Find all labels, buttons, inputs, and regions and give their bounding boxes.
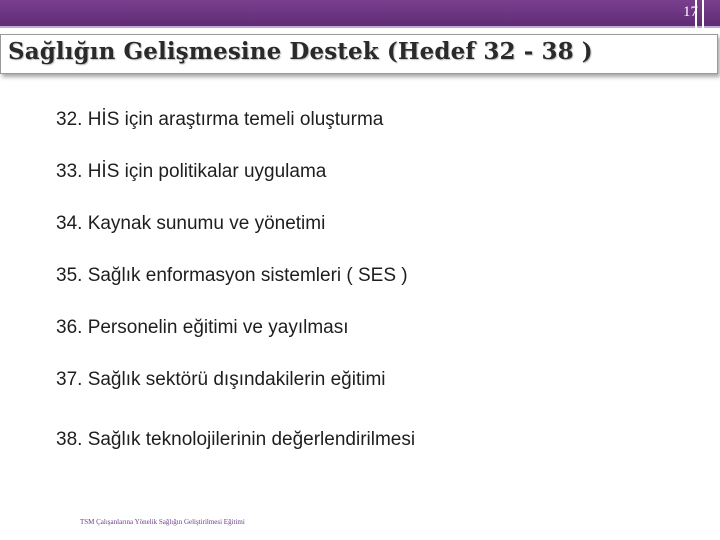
slide-title: Sağlığın Gelişmesine Destek (Hedef 32 - 38 ) <box>8 38 593 65</box>
list-item: 38. Sağlık teknolojilerinin değerlendirilmesi <box>56 429 416 450</box>
list-item: 36. Personelin eğitimi ve yayılması <box>56 317 349 338</box>
list-item: 34. Kaynak sunumu ve yönetimi <box>56 213 326 234</box>
list-item: 37. Sağlık sektörü dışındakilerin eğitimi <box>56 369 386 390</box>
header-band <box>0 0 720 28</box>
header-band-line <box>0 26 720 28</box>
list-item: 33. HİS için politikalar uygulama <box>56 161 327 182</box>
list-item: 32. HİS için araştırma temeli oluşturma <box>56 109 384 130</box>
footer-text: TSM Çalışanlarına Yönelik Sağlığın Geliştirilmesi Eğitimi <box>80 518 245 526</box>
decorative-rule <box>702 0 704 36</box>
list-item: 35. Sağlık enformasyon sistemleri ( SES ) <box>56 265 408 286</box>
slide-number: 17 <box>683 4 698 20</box>
goal-list <box>56 106 415 478</box>
